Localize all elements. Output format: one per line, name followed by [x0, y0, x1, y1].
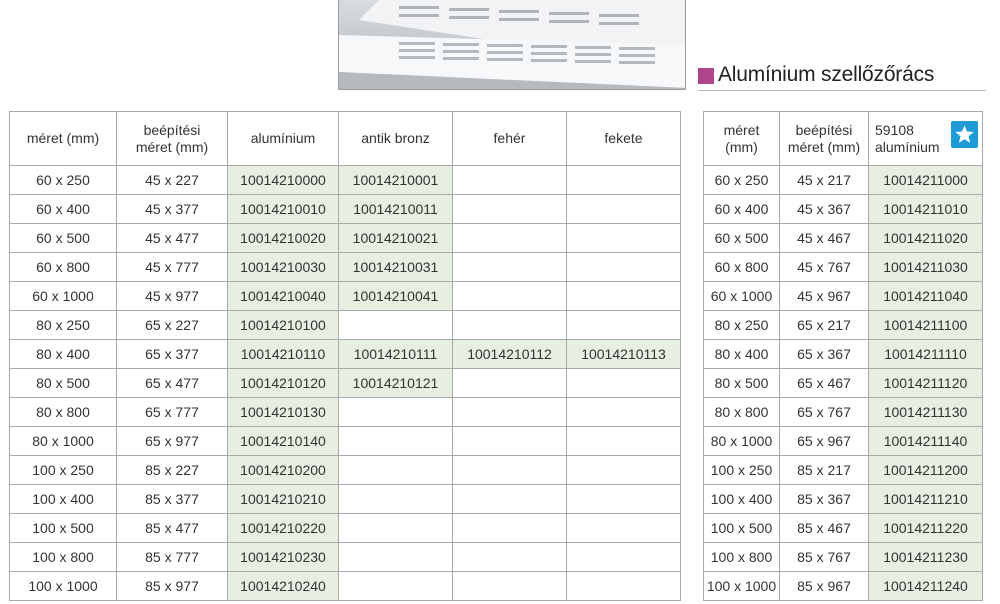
table-cell [339, 485, 453, 514]
table-cell [453, 514, 567, 543]
table-cell [453, 369, 567, 398]
table-cell: 65 x 467 [780, 369, 869, 398]
table-cell [453, 456, 567, 485]
table-cell [567, 369, 681, 398]
product-code-cell: 10014210220 [228, 514, 339, 543]
table-row [704, 311, 983, 340]
table-cell: 80 x 800 [704, 398, 780, 427]
star-icon [951, 121, 978, 148]
product-code-cell: 10014211030 [869, 253, 983, 282]
table-cell: 60 x 800 [10, 253, 117, 282]
product-code-cell: 10014211140 [869, 427, 983, 456]
table-cell: 80 x 800 [10, 398, 117, 427]
table-cell [339, 456, 453, 485]
table-cell: 45 x 217 [780, 166, 869, 195]
product-code-cell: 10014210100 [228, 311, 339, 340]
column-header [780, 112, 869, 166]
table-cell: 85 x 977 [117, 572, 228, 601]
product-code-cell: 10014210130 [228, 398, 339, 427]
table-cell: 100 x 800 [704, 543, 780, 572]
table-cell: 85 x 477 [117, 514, 228, 543]
table-cell: 60 x 500 [704, 224, 780, 253]
table-cell: 85 x 777 [117, 543, 228, 572]
product-code-cell: 10014210140 [228, 427, 339, 456]
table-cell [339, 543, 453, 572]
table-cell [453, 224, 567, 253]
table-row [704, 369, 983, 398]
table-cell [453, 311, 567, 340]
title-marker [698, 68, 714, 84]
column-header [567, 112, 681, 166]
table-cell: 80 x 1000 [704, 427, 780, 456]
table-cell: 60 x 800 [704, 253, 780, 282]
header-line: alumínium [250, 130, 316, 146]
table-cell: 65 x 227 [117, 311, 228, 340]
table-row [704, 485, 983, 514]
table-cell: 45 x 467 [780, 224, 869, 253]
table-cell [567, 427, 681, 456]
table-cell [567, 166, 681, 195]
table-row [10, 398, 681, 427]
table-cell: 85 x 367 [780, 485, 869, 514]
table-cell: 65 x 777 [117, 398, 228, 427]
product-code-cell: 10014211210 [869, 485, 983, 514]
product-code-cell: 10014211240 [869, 572, 983, 601]
header-line: méret (mm) [135, 138, 209, 155]
product-code-cell: 10014210112 [453, 340, 567, 369]
table-row [704, 224, 983, 253]
table-cell: 60 x 400 [10, 195, 117, 224]
table-cell: 65 x 217 [780, 311, 869, 340]
table-cell [567, 398, 681, 427]
table-row [704, 282, 983, 311]
table-cell: 85 x 767 [780, 543, 869, 572]
table-row [704, 543, 983, 572]
table-row [704, 456, 983, 485]
table-cell: 45 x 767 [780, 253, 869, 282]
header-line: fehér [493, 130, 526, 146]
product-code-cell: 10014210041 [339, 282, 453, 311]
table-cell [453, 253, 567, 282]
table-row [10, 485, 681, 514]
header-line: antik bronz [361, 130, 430, 146]
product-code-cell: 10014210120 [228, 369, 339, 398]
product-code-cell: 10014211000 [869, 166, 983, 195]
table-cell: 85 x 967 [780, 572, 869, 601]
table-cell: 85 x 227 [117, 456, 228, 485]
header-line: beépítési [795, 121, 853, 138]
table-cell: 60 x 500 [10, 224, 117, 253]
table-row [10, 369, 681, 398]
product-code-cell: 10014211020 [869, 224, 983, 253]
product-code-cell: 10014210031 [339, 253, 453, 282]
table-cell: 100 x 400 [10, 485, 117, 514]
column-header-text [875, 122, 940, 155]
table-cell: 100 x 1000 [10, 572, 117, 601]
product-code-cell: 10014210030 [228, 253, 339, 282]
product-code-cell: 10014210230 [228, 543, 339, 572]
table-cell [567, 282, 681, 311]
product-code-cell: 10014211200 [869, 456, 983, 485]
product-code-cell: 10014211110 [869, 340, 983, 369]
column-header [10, 112, 117, 166]
table-cell [567, 195, 681, 224]
header-line: méret [723, 121, 760, 138]
product-code-cell: 10014210210 [228, 485, 339, 514]
column-header [339, 112, 453, 166]
table-cell: 60 x 1000 [704, 282, 780, 311]
table-row [704, 572, 983, 601]
table-cell: 100 x 500 [704, 514, 780, 543]
table-cell: 85 x 377 [117, 485, 228, 514]
table-cell: 80 x 250 [10, 311, 117, 340]
table-cell: 65 x 377 [117, 340, 228, 369]
product-code-cell: 10014210021 [339, 224, 453, 253]
column-header [704, 112, 780, 166]
product-code-cell: 10014210010 [228, 195, 339, 224]
table-row [704, 514, 983, 543]
product-code-cell: 10014210011 [339, 195, 453, 224]
product-code-cell: 10014211130 [869, 398, 983, 427]
product-code-cell: 10014210113 [567, 340, 681, 369]
table-cell: 80 x 400 [10, 340, 117, 369]
table-cell: 45 x 777 [117, 253, 228, 282]
table-cell: 100 x 250 [704, 456, 780, 485]
table-cell: 80 x 250 [704, 311, 780, 340]
product-code-cell: 10014210240 [228, 572, 339, 601]
right-product-table [703, 111, 983, 601]
table-cell: 45 x 967 [780, 282, 869, 311]
table-row [10, 543, 681, 572]
table-row [10, 311, 681, 340]
table-cell [453, 485, 567, 514]
table-cell: 65 x 367 [780, 340, 869, 369]
table-cell [453, 195, 567, 224]
table-cell: 100 x 400 [704, 485, 780, 514]
table-cell: 45 x 367 [780, 195, 869, 224]
product-code-cell: 10014210040 [228, 282, 339, 311]
table-cell [567, 572, 681, 601]
product-code-cell: 10014210111 [339, 340, 453, 369]
table-row [10, 282, 681, 311]
table-cell [567, 253, 681, 282]
vent-grille-illustration [339, 0, 686, 90]
table-cell: 100 x 250 [10, 456, 117, 485]
table-cell: 85 x 467 [780, 514, 869, 543]
header-line: méret (mm) [26, 130, 100, 146]
table-cell: 100 x 1000 [704, 572, 780, 601]
product-code-cell: 10014210110 [228, 340, 339, 369]
table-cell [339, 427, 453, 456]
table-cell [339, 572, 453, 601]
table-cell: 60 x 1000 [10, 282, 117, 311]
table-cell: 60 x 250 [10, 166, 117, 195]
table-cell [453, 427, 567, 456]
table-row [704, 253, 983, 282]
section-title: Alumínium szellőzőrács [718, 63, 935, 86]
table-row [10, 166, 681, 195]
product-code-cell: 10014211040 [869, 282, 983, 311]
header-line: méret (mm) [787, 138, 861, 155]
table-cell [453, 543, 567, 572]
table-row [10, 514, 681, 543]
product-code-cell: 10014210020 [228, 224, 339, 253]
table-row [10, 195, 681, 224]
table-cell [339, 514, 453, 543]
table-row [10, 456, 681, 485]
column-header [869, 112, 983, 166]
header-line: (mm) [725, 138, 758, 155]
table-cell [567, 543, 681, 572]
table-cell: 100 x 500 [10, 514, 117, 543]
table-cell: 45 x 977 [117, 282, 228, 311]
left-product-table [9, 111, 681, 601]
header-line: fekete [604, 130, 643, 146]
table-cell: 65 x 977 [117, 427, 228, 456]
table-row [704, 195, 983, 224]
table-row [10, 340, 681, 369]
table-cell: 100 x 800 [10, 543, 117, 572]
column-header [228, 112, 339, 166]
table-cell: 45 x 377 [117, 195, 228, 224]
table-cell: 80 x 400 [704, 340, 780, 369]
product-code-cell: 10014210000 [228, 166, 339, 195]
table-cell [453, 166, 567, 195]
header-line: beépítési [143, 121, 201, 138]
table-cell: 65 x 477 [117, 369, 228, 398]
table-cell: 65 x 967 [780, 427, 869, 456]
header-line: alumínium [875, 138, 940, 155]
table-cell [339, 311, 453, 340]
table-row [10, 572, 681, 601]
section-header [698, 60, 986, 91]
table-cell: 60 x 400 [704, 195, 780, 224]
product-code-cell: 10014210001 [339, 166, 453, 195]
product-code-cell: 10014210121 [339, 369, 453, 398]
table-cell [567, 514, 681, 543]
table-row [10, 253, 681, 282]
product-code-cell: 10014211120 [869, 369, 983, 398]
column-header [117, 112, 228, 166]
table-cell [567, 485, 681, 514]
product-code-cell: 10014211010 [869, 195, 983, 224]
product-code-cell: 10014211100 [869, 311, 983, 340]
table-cell: 65 x 767 [780, 398, 869, 427]
table-cell [567, 224, 681, 253]
table-cell: 80 x 500 [10, 369, 117, 398]
product-photo [338, 0, 686, 90]
table-cell [453, 282, 567, 311]
table-row [704, 427, 983, 456]
table-cell [339, 398, 453, 427]
table-cell: 45 x 477 [117, 224, 228, 253]
table-row [10, 224, 681, 253]
table-row [704, 398, 983, 427]
column-header [453, 112, 567, 166]
table-cell [453, 398, 567, 427]
table-cell: 80 x 500 [704, 369, 780, 398]
table-cell: 80 x 1000 [10, 427, 117, 456]
table-cell [453, 572, 567, 601]
product-code-cell: 10014211230 [869, 543, 983, 572]
table-cell: 60 x 250 [704, 166, 780, 195]
table-cell: 45 x 227 [117, 166, 228, 195]
table-row [10, 427, 681, 456]
table-row [704, 166, 983, 195]
table-row [704, 340, 983, 369]
table-cell: 85 x 217 [780, 456, 869, 485]
table-cell [567, 456, 681, 485]
product-code-cell: 10014210200 [228, 456, 339, 485]
product-code-cell: 10014211220 [869, 514, 983, 543]
table-cell [567, 311, 681, 340]
header-line: 59108 [875, 121, 914, 138]
